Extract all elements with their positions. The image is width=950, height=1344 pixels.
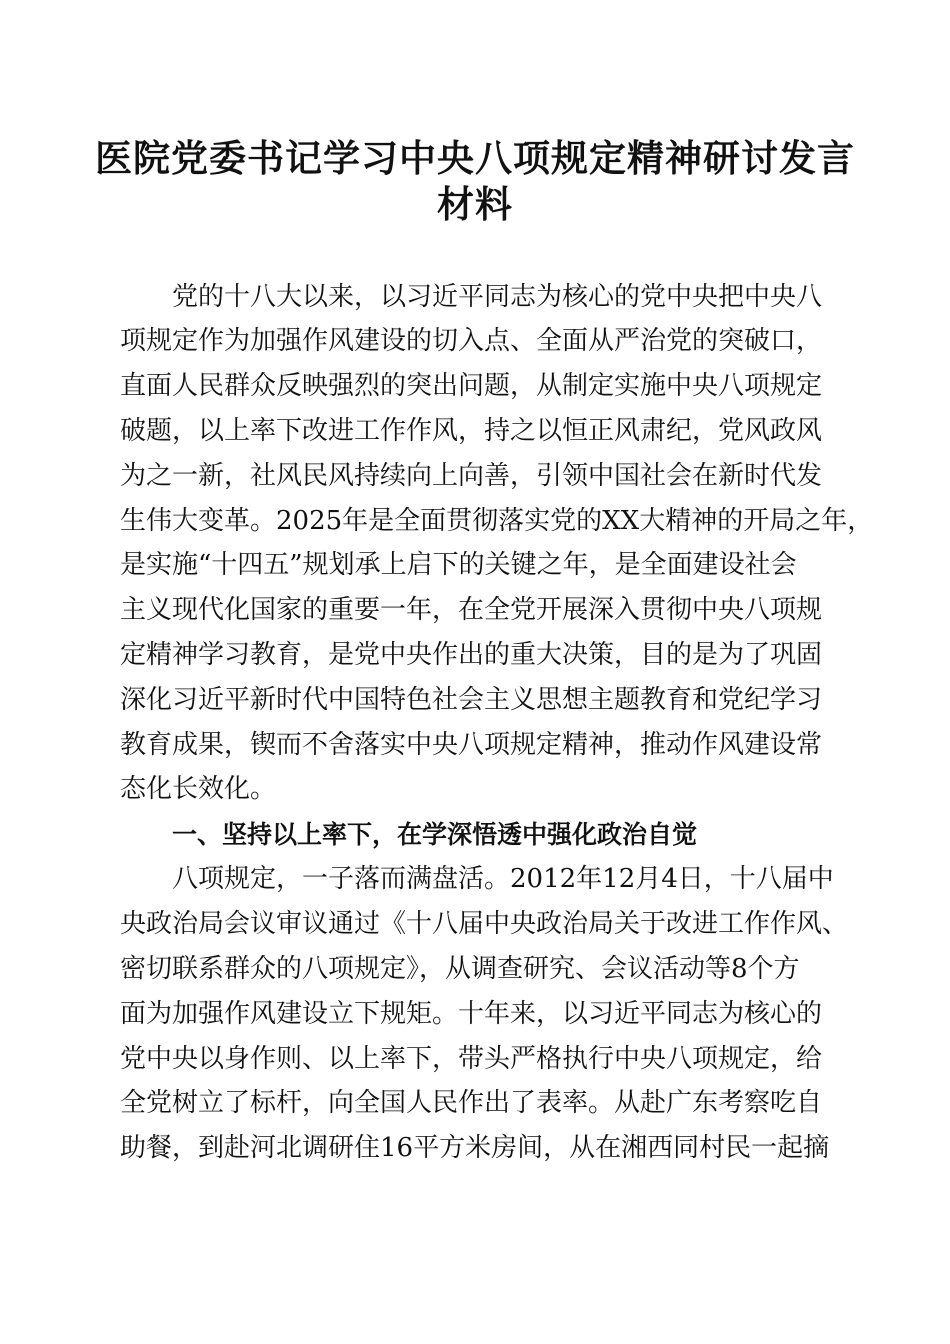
paragraph-1-line-1: 党的十八大以来，以习近平同志为核心的党中央把中央八 bbox=[172, 282, 823, 312]
paragraph-1-line-8: 主义现代化国家的重要一年，在全党开展深入贯彻中央八项规 bbox=[120, 595, 823, 625]
paragraph-2-line-7: 助餐，到赴河北调研住16平方米房间，从在湘西同村民一起摘 bbox=[120, 1133, 830, 1163]
paragraph-2-line-2: 央政治局会议审议通过《十八届中央政治局关于改进工作作风、 bbox=[120, 909, 849, 939]
paragraph-1-line-6: 生伟大变革。2025年是全面贯彻落实党的XX大精神的开局之年， bbox=[120, 506, 874, 536]
paragraph-1-line-5: 为之一新，社风民风持续向上向善，引领中国社会在新时代发 bbox=[120, 461, 823, 491]
paragraph-1-line-10: 深化习近平新时代中国特色社会主义思想主题教育和党纪学习 bbox=[120, 685, 823, 715]
paragraph-2-line-6: 全党树立了标杆，向全国人民作出了表率。从赴广东考察吃自 bbox=[120, 1088, 823, 1118]
document-title-line-1: 医院党委书记学习中央八项规定精神研讨发言 bbox=[95, 136, 855, 180]
section-heading-1: 一、坚持以上率下，在学深悟透中强化政治自觉 bbox=[172, 820, 698, 849]
paragraph-2-line-1: 八项规定，一子落而满盘活。2012年12月4日，十八届中 bbox=[172, 864, 834, 894]
paragraph-2-line-4: 面为加强作风建设立下规矩。十年来，以习近平同志为核心的 bbox=[120, 999, 823, 1029]
paragraph-1-line-7: 是实施“十四五”规划承上启下的关键之年，是全面建设社会 bbox=[120, 550, 797, 580]
paragraph-1-line-2: 项规定作为加强作风建设的切入点、全面从严治党的突破口， bbox=[120, 326, 823, 356]
document-title-line-2: 材料 bbox=[437, 182, 513, 226]
paragraph-1-line-12: 态化长效化。 bbox=[120, 774, 277, 804]
paragraph-2-line-3: 密切联系群众的八项规定》，从调查研究、会议活动等8个方 bbox=[120, 954, 800, 984]
paragraph-1-line-9: 定精神学习教育，是党中央作出的重大决策，目的是为了巩固 bbox=[120, 640, 823, 670]
paragraph-1-line-3: 直面人民群众反映强烈的突出问题，从制定实施中央八项规定 bbox=[120, 371, 823, 401]
paragraph-1-line-11: 教育成果，锲而不舍落实中央八项规定精神，推动作风建设常 bbox=[120, 730, 823, 760]
paragraph-2-line-5: 党中央以身作则、以上率下，带头严格执行中央八项规定，给 bbox=[120, 1044, 823, 1074]
paragraph-1-line-4: 破题，以上率下改进工作作风，持之以恒正风肃纪，党风政风 bbox=[120, 416, 823, 446]
